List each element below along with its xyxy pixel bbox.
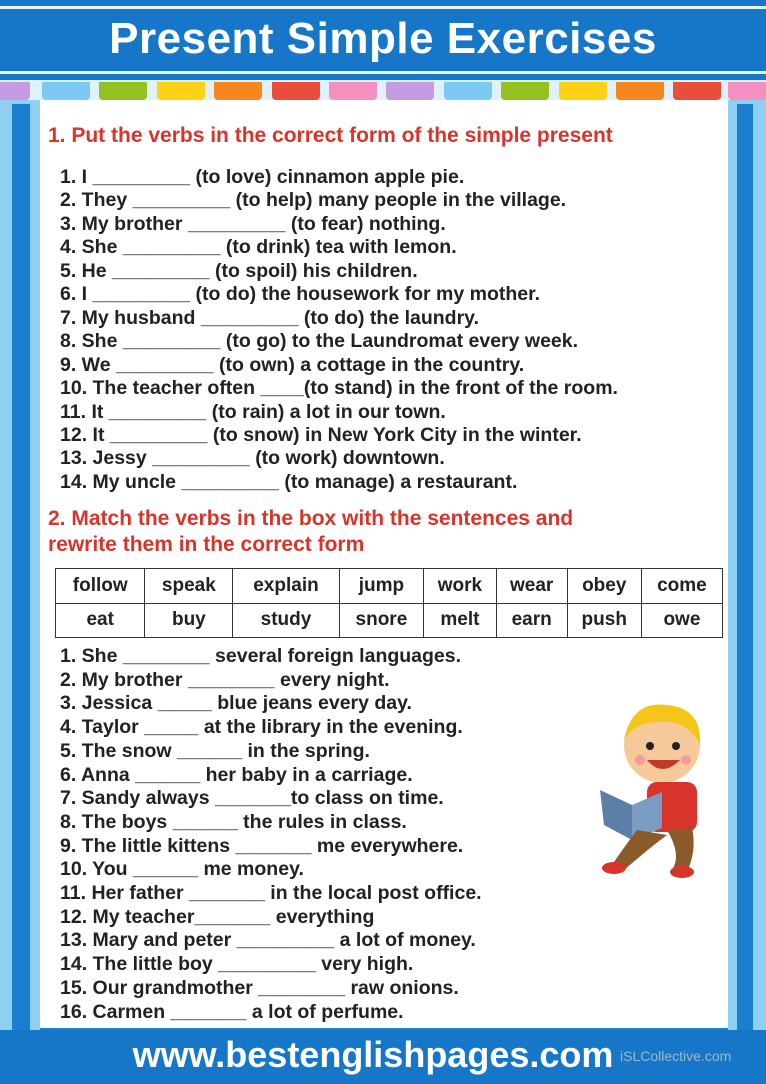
exercise-item: 7. Sandy always _______to class on time. xyxy=(60,787,444,810)
verb-cell: eat xyxy=(56,603,145,638)
color-tab xyxy=(559,82,607,100)
exercise-item: 6. I _________ (to do) the housework for my mother. xyxy=(60,283,541,306)
verb-cell: earn xyxy=(496,603,567,638)
right-stripe xyxy=(737,104,753,1030)
exercise-item: 4. Taylor _____ at the library in the evening. xyxy=(60,716,463,739)
verb-cell: obey xyxy=(567,569,641,604)
footer-url[interactable]: www.bestenglishpages.com xyxy=(132,1034,614,1075)
color-tab xyxy=(272,82,320,100)
verb-box xyxy=(55,568,723,638)
exercise-item: 10. You ______ me money. xyxy=(60,858,304,881)
exercise-item: 2. They _________ (to help) many people in the village. xyxy=(60,189,567,212)
verb-cell: explain xyxy=(233,569,339,604)
color-tab xyxy=(0,82,30,100)
color-tab xyxy=(42,82,90,100)
left-stripe xyxy=(12,104,30,1030)
divider xyxy=(0,71,766,74)
verb-cell: buy xyxy=(145,603,233,638)
color-tab xyxy=(444,82,492,100)
verb-cell: jump xyxy=(339,569,423,604)
color-tab xyxy=(214,82,262,100)
watermark: iSLCollective.com xyxy=(620,1048,732,1064)
boy-reading-illustration xyxy=(592,700,717,880)
section1-heading: 1. Put the verbs in the correct form of the simple present xyxy=(48,124,613,147)
color-tab xyxy=(728,82,766,100)
color-tab xyxy=(386,82,434,100)
exercise-item: 16. Carmen _______ a lot of perfume. xyxy=(60,1000,404,1023)
exercise-item: 1. She ________ several foreign languages. xyxy=(60,645,462,667)
section2-heading-line2: rewrite them in the correct form xyxy=(48,533,365,556)
section2-heading: 2. Match the verbs in the box with the sentences and xyxy=(48,507,574,530)
color-tab xyxy=(673,82,721,100)
exercise-item: 4. She _________ (to drink) tea with lemon. xyxy=(60,236,457,259)
exercise-item: 7. My husband _________ (to do) the laundry. xyxy=(60,306,479,329)
exercise-item: 2. My brother ________ every night. xyxy=(60,668,390,691)
color-tab xyxy=(157,82,205,100)
verb-cell: speak xyxy=(145,569,233,604)
verb-cell: study xyxy=(233,603,339,638)
verb-cell: owe xyxy=(641,603,722,638)
exercise-item: 8. She _________ (to go) to the Laundromat every week. xyxy=(60,330,579,353)
divider xyxy=(0,6,766,9)
exercise-item: 13. Jessy _________ (to work) downtown. xyxy=(60,447,445,470)
verb-cell: come xyxy=(641,569,722,604)
verb-cell: melt xyxy=(424,603,497,638)
color-tab xyxy=(616,82,664,100)
exercise-item: 14. The little boy _________ very high. xyxy=(60,953,414,976)
verb-cell: work xyxy=(424,569,497,604)
exercise-item: 3. My brother _________ (to fear) nothing. xyxy=(60,212,446,235)
exercise-item: 10. The teacher often ____(to stand) in the front of the room. xyxy=(60,377,618,400)
exercise-item: 1. I _________ (to love) cinnamon apple pie. xyxy=(60,166,465,188)
exercise-item: 9. The little kittens _______ me everywhere. xyxy=(60,834,464,857)
color-tabs xyxy=(0,80,766,102)
color-tab xyxy=(501,82,549,100)
verb-cell: push xyxy=(567,603,641,638)
exercise-item: 5. The snow ______ in the spring. xyxy=(60,739,370,762)
color-tab xyxy=(329,82,377,100)
exercise-item: 11. It _________ (to rain) a lot in our town. xyxy=(60,400,446,423)
exercise-item: 6. Anna ______ her baby in a carriage. xyxy=(60,763,413,786)
exercise-item: 12. My teacher_______ everything xyxy=(60,905,375,928)
exercise-item: 5. He _________ (to spoil) his children. xyxy=(60,259,418,282)
exercise-item: 15. Our grandmother ________ raw onions. xyxy=(60,976,459,999)
exercise-item: 13. Mary and peter _________ a lot of money. xyxy=(60,929,476,952)
exercise-item: 11. Her father _______ in the local post office. xyxy=(60,882,482,904)
exercise-item: 14. My uncle _________ (to manage) a restaurant. xyxy=(60,470,518,493)
page-title: Present Simple Exercises xyxy=(109,14,657,63)
color-tab xyxy=(99,82,147,100)
exercise-item: 9. We _________ (to own) a cottage in the country. xyxy=(60,353,525,376)
exercise-item: 8. The boys ______ the rules in class. xyxy=(60,810,407,833)
exercise-item: 12. It _________ (to snow) in New York City in the winter. xyxy=(60,423,582,446)
verb-cell: wear xyxy=(496,569,567,604)
verb-cell: snore xyxy=(339,603,423,638)
exercise-item: 3. Jessica _____ blue jeans every day. xyxy=(60,692,412,715)
verb-cell: follow xyxy=(56,569,145,604)
